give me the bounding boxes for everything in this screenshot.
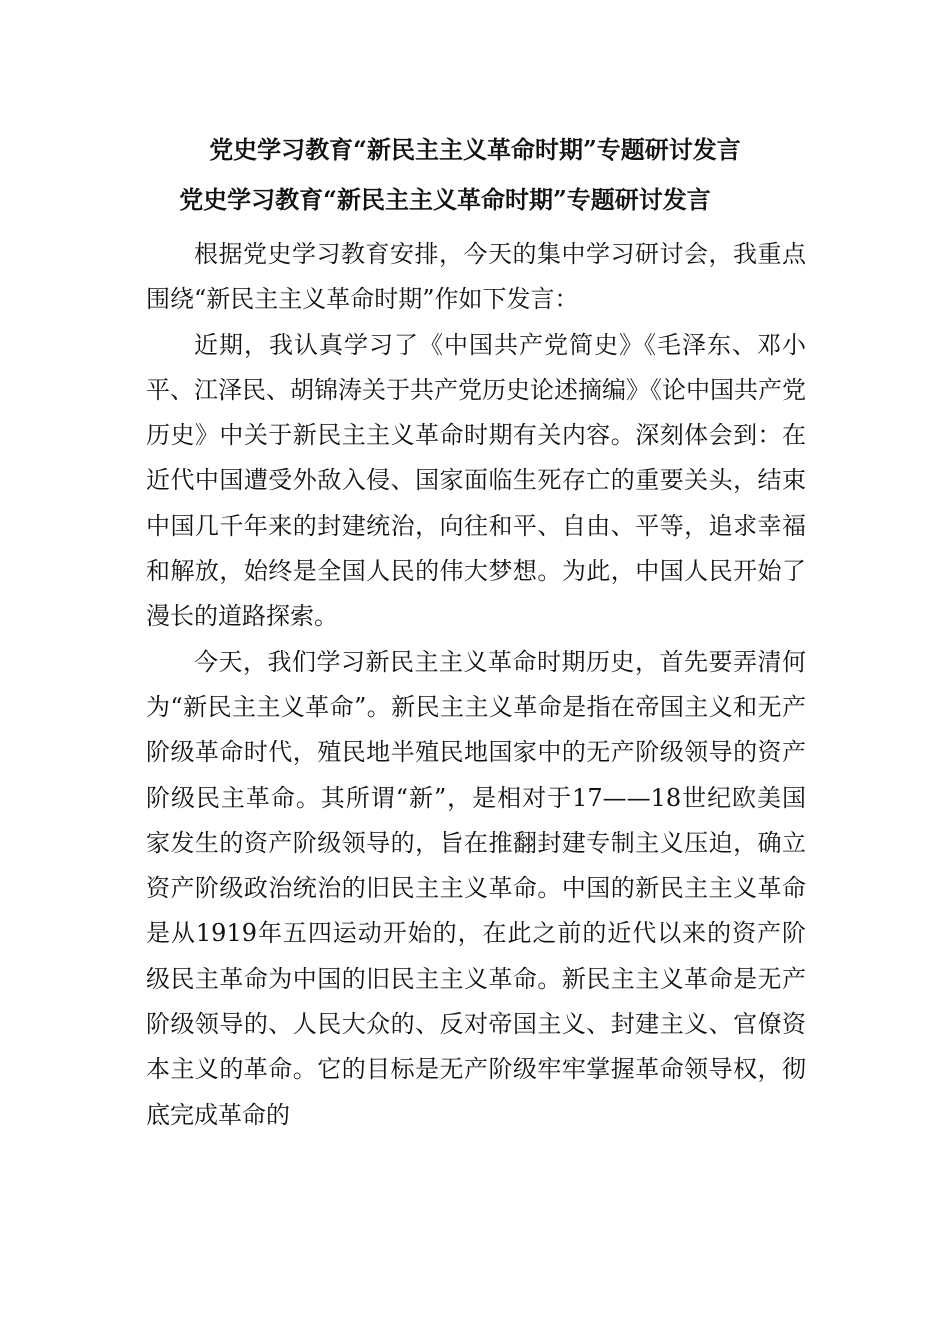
document-title-repeat: 党史学习教育“新民主主义革命时期”专题研讨发言 xyxy=(179,185,711,214)
paragraph-study-reflection: 近期，我认真学习了《中国共产党简史》《毛泽东、邓小平、江泽民、胡锦涛关于共产党历史论述摘编》《论中国共产党历史》中关于新民主主义革命时期有关内容。深刻体会到：在近代中国遭受外敌入侵、国家面临生死存亡的重要关头，结束中国几千年来的封建统治，向往和平、自由、平等，追求幸福和解放，始终是全国人民的伟大梦想。为此，中国人民开始了漫长的道路探索。 xyxy=(146,330,806,631)
document-body xyxy=(146,232,806,1138)
paragraph-intro: 根据党史学习教育安排，今天的集中学习研讨会，我重点围绕“新民主主义革命时期”作如下发言： xyxy=(146,240,806,314)
document-title: 党史学习教育“新民主主义革命时期”专题研讨发言 xyxy=(209,135,741,164)
paragraph-definition: 今天，我们学习新民主主义革命时期历史，首先要弄清何为“新民主主义革命”。新民主主义革命是指在帝国主义和无产阶级革命时代，殖民地半殖民地国家中的无产阶级领导的资产阶级民主革命。其所谓“新”，是相对于17——18世纪欧美国家发生的资产阶级领导的，旨在推翻封建专制主义压迫，确立资产阶级政治统治的旧民主主义革命。中国的新民主主义革命是从1919年五四运动开始的，在此之前的近代以来的资产阶级民主革命为中国的旧民主主义革命。新民主主义革命是无产阶级领导的、人民大众的、反对帝国主义、封建主义、官僚资本主义的革命。它的目标是无产阶级牢牢掌握革命领导权，彻底完成革命的 xyxy=(146,647,806,1129)
